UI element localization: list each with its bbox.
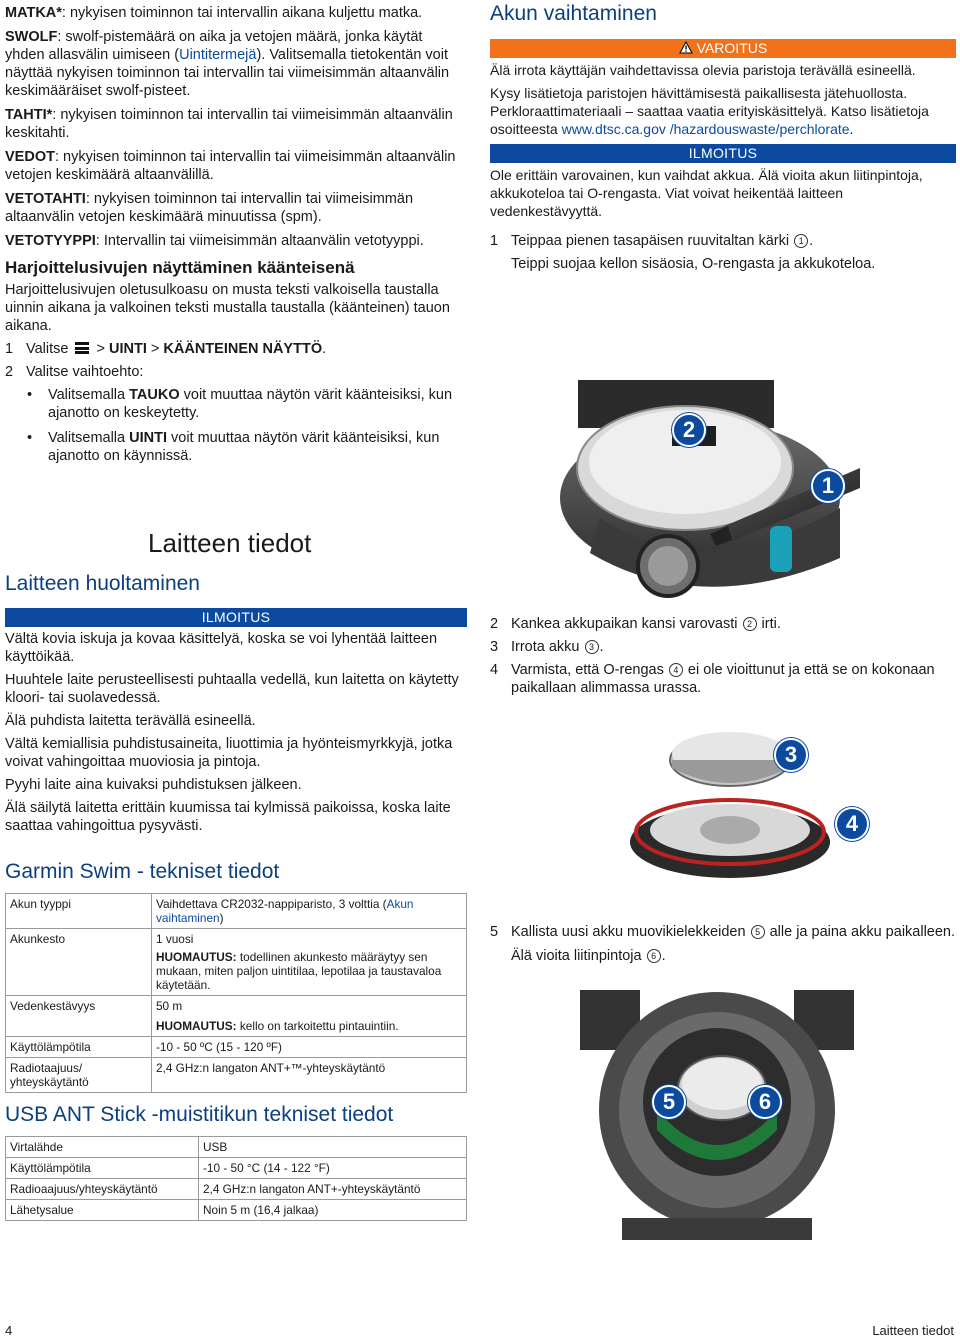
specs-section — [5, 860, 467, 1093]
table-row: Virtalähde USB — [6, 1137, 467, 1158]
care-section — [5, 572, 467, 840]
callout-4: 4 — [835, 807, 869, 841]
definitions — [5, 4, 465, 250]
table-row: Käyttölämpötila -10 - 50 °C (14 - 122 °F) — [6, 1158, 467, 1179]
footer-section: Laitteen tiedot — [872, 1323, 954, 1338]
battery-steps-2-4 — [490, 615, 956, 702]
callout-ref: 1 — [794, 234, 808, 248]
specs-heading: Garmin Swim - tekniset tiedot — [5, 860, 280, 883]
notice-bar: ILMOITUS — [490, 144, 956, 163]
table-row: Akunkesto 1 vuosi HUOMAUTUS: todellinen akunkesto määräytyy sen mukaan, miten paljon uintitilaa, lepotilaa ja taustavaloa käytetään. — [6, 929, 467, 996]
invert-heading: Harjoittelusivujen näyttäminen käänteisenä — [5, 258, 355, 277]
warning-icon — [679, 41, 693, 54]
specs-table — [5, 893, 467, 1093]
callout-ref: 5 — [751, 925, 765, 939]
care-para: Huuhtele laite perusteellisesti puhtaalla vedellä, kun laitetta on käytetty kloori- tai suolavedessä. — [5, 672, 459, 706]
callout-6: 6 — [748, 1085, 782, 1119]
right-column — [490, 2, 956, 278]
callout-2: 2 — [672, 413, 706, 447]
care-notice-bar: ILMOITUS — [5, 608, 467, 627]
battery-step-5-block — [490, 923, 956, 970]
invert-option-uinti: • Valitsemalla UINTI voit muuttaa näytön värit käänteisiksi, kun ajanotto on käynnissä. — [5, 429, 465, 465]
watch-back-illustration — [572, 990, 862, 1240]
callout-3: 3 — [774, 738, 808, 772]
def-vetotahti: VETOTAHTI: nykyisen toiminnon tai intervallin tai viimeisimmän altaanvälin vetojen keskimäärä minuutissa (spm). — [5, 191, 414, 225]
invert-intro: Harjoittelusivujen oletusulkoasu on musta teksti valkoisella taustalla uinnin aikana ja valkoinen teksti mustalla taustalla (käänteinen) tauon aikana. — [5, 282, 450, 334]
page-number: 4 — [5, 1323, 13, 1338]
usb-heading: USB ANT Stick -muistitikun tekniset tiedot — [5, 1103, 394, 1126]
battery-step-5: 5 Kallista uusi akku muovikielekkeiden 5 alle ja paina akku paikalleen. Älä vioita liitinpintoja 6 . — [490, 924, 956, 964]
care-para: Älä puhdista laitetta terävällä esineellä. — [5, 713, 256, 729]
table-row: Käyttölämpötila -10 - 50 ºC (15 - 120 ºF) — [6, 1037, 467, 1058]
care-para: Älä säilytä laitetta erittäin kuumissa tai kylmissä paikoissa, koska laite saattaa vahingoittua pysyvästi. — [5, 800, 451, 834]
care-para: Vältä kemiallisia puhdistusaineita, liuottimia ja hyönteismyrkkyjä, jotka voivat vahingoittaa muoviosia ja pintoja. — [5, 736, 453, 770]
callout-ref: 4 — [669, 663, 683, 677]
callout-ref: 6 — [647, 949, 661, 963]
table-row: Vedenkestävyys 50 m HUOMAUTUS: kello on tarkoitettu pintauintiin. — [6, 996, 467, 1037]
callout-ref: 3 — [585, 640, 599, 654]
warning-bar: VAROITUS — [490, 39, 956, 58]
table-row: Radioaajuus/yhteyskäytäntö 2,4 GHz:n langaton ANT+-yhteyskäytäntö — [6, 1179, 467, 1200]
link-uintitermeja[interactable]: Uintitermejä — [179, 47, 257, 63]
side-button-blue — [770, 526, 792, 572]
invert-option-tauko: • Valitsemalla TAUKO voit muuttaa näytön värit käänteisiksi, kun ajanotto on keskeytetty. — [5, 386, 465, 422]
battery-step-1: 1 Teippaa pienen tasapäisen ruuvitaltan kärki 1 . Teippi suojaa kellon sisäosia, O-rengasta ja akkukoteloa. — [490, 233, 876, 272]
link-dtsc[interactable]: www.dtsc.ca.gov /hazardouswaste/perchlorate — [561, 121, 850, 137]
battery-step-4: 4 Varmista, että O-rengas 4 ei ole vioittunut ja että se on kokonaan paikallaan alimmassa urassa. — [490, 662, 935, 696]
battery-oring-illustration — [625, 712, 855, 882]
battery-step-2: 2 Kankea akkupaikan kansi varovasti 2 irti. — [490, 616, 781, 632]
def-vedot: VEDOT: nykyisen toiminnon tai intervallin tai viimeisimmän altaanvälin vetojen keskimäärä altaanvälillä. — [5, 149, 456, 183]
invert-step-1: 1 Valitse > UINTI > KÄÄNTEINEN NÄYTTÖ. — [5, 341, 327, 357]
battery-step-3: 3 Irrota akku 3 . — [490, 639, 604, 655]
callout-ref: 2 — [743, 617, 757, 631]
table-row: Akun tyyppi Vaihdettava CR2032-nappiparisto, 3 volttia (Akun vaihtaminen) — [6, 894, 467, 929]
def-matka: MATKA*: nykyisen toiminnon tai intervallin aikana kuljettu matka. — [5, 5, 423, 21]
care-heading: Laitteen huoltaminen — [5, 572, 200, 595]
warning-text: Älä irrota käyttäjän vaihdettavissa olevia paristoja terävällä esineellä. — [490, 62, 916, 78]
menu-icon — [75, 342, 89, 354]
def-vetotyyppi: VETOTYYPPI: Intervallin tai viimeisimmän altaanvälin vetotyyppi. — [5, 233, 424, 249]
callout-5: 5 — [652, 1085, 686, 1119]
table-row: Radiotaajuus/ yhteyskäytäntö 2,4 GHz:n langaton ANT+™-yhteyskäytäntö — [6, 1058, 467, 1093]
chapter-title: Laitteen tiedot — [148, 528, 312, 558]
left-column — [5, 4, 465, 472]
link-akun-vaihtaminen[interactable]: Akun vaihtaminen — [156, 897, 414, 925]
battery-heading: Akun vaihtaminen — [490, 2, 657, 25]
care-para: Vältä kovia iskuja ja kovaa käsittelyä, koska se voi lyhentää laitteen käyttöikää. — [5, 631, 438, 665]
def-tahti: TAHTI*: nykyisen toiminnon tai intervallin tai viimeisimmän altaanvälin keskitahti. — [5, 107, 453, 141]
invert-step-2: 2 Valitse vaihtoehto: — [5, 364, 144, 380]
callout-1: 1 — [811, 469, 845, 503]
usb-section — [5, 1103, 467, 1221]
notice-text: Ole erittäin varovainen, kun vaihdat akkua. Älä vioita akun liitinpintoja, akkukoteloa tai O-rengasta. Viat voivat heikentää laitteen vedenkestävyyttä. — [490, 167, 923, 219]
table-row: Lähetysalue Noin 5 m (16,4 jalkaa) — [6, 1200, 467, 1221]
recycle-text: Kysy lisätietoja paristojen hävittämisestä paikallisesta jätehuollosta. Perkloraattimateriaali – saattaa vaatia erityiskäsittelyä. Katso lisätietoja osoitteesta www.dtsc.ca.gov /hazardouswaste/perchlorate. — [490, 85, 929, 137]
usb-table — [5, 1136, 467, 1221]
care-para: Pyyhi laite aina kuivaksi puhdistuksen jälkeen. — [5, 777, 302, 793]
def-swolf: SWOLF: swolf-pistemäärä on aika ja vetojen määrä, jonka käytät yhden allasvälin uimiseen (Uintitermejä). Valitsemalla tietokentän voit näyttää nykyisen toiminnon tai intervallin tai viimeisimmän altaanvälin keskimääräiset swolf-pisteet. — [5, 29, 450, 99]
